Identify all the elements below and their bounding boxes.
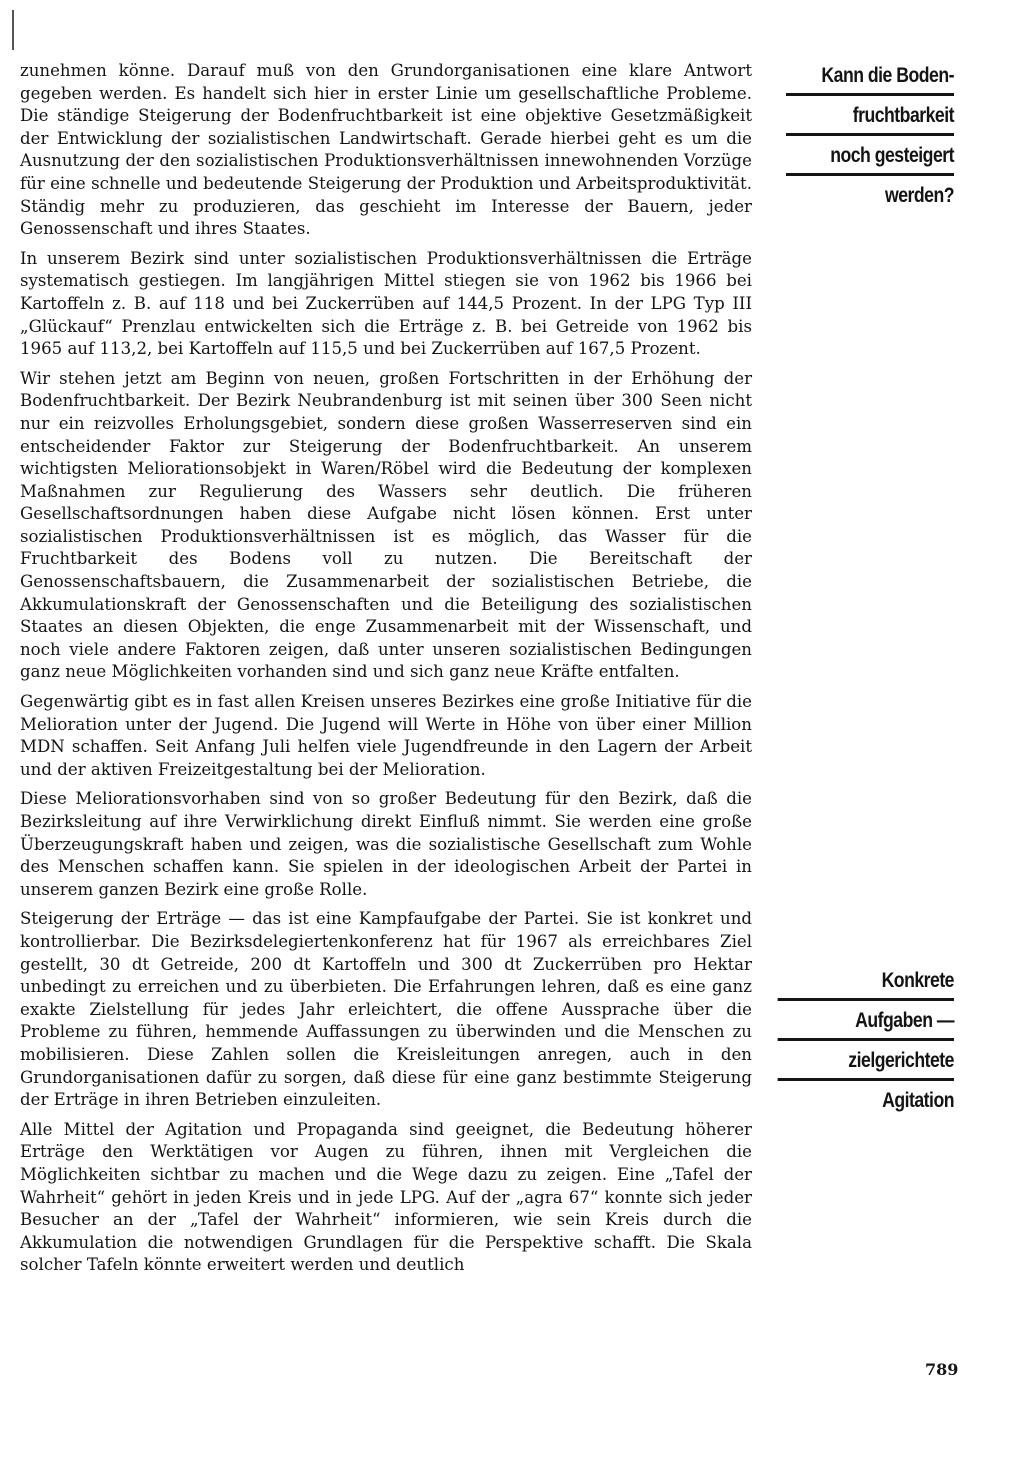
paragraph: Diese Meliorationsvorhaben sind von so großer Bedeutung für den Bezirk, daß die Bezirksleitung auf ihre Verwirklichung direkt Einfluß nimmt. Sie werden eine große Überzeugungskraft haben und zeigen, was die sozialistische Gesellschaft zum Wohle des Menschen schaffen kann. Sie spielen in der ideologischen Arbeit der Partei in unserem ganzen Bezirk eine große Rolle. [20,789,752,899]
heading-line: Konkrete [778,967,954,1001]
margin-heading-bodenfruchtbarkeit [786,62,954,219]
paragraph: Steigerung der Erträge — das ist eine Kampfaufgabe der Partei. Sie ist konkret und kontrollierbar. Die Bezirksdelegiertenkonferenz hat für 1967 als erreichbares Ziel gestellt, 30 dt Getreide, 200 dt Kartoffeln und 300 dt Zuckerrüben pro Hektar unbedingt zu erreichen und zu überbieten. Die Erfahrungen lehren, daß es eine ganz exakte Zielstellung für jedes Jahr erleichtert, die offene Aussprache über die Probleme zu führen, hemmende Auffassungen zu überwinden und die Menschen zu mobilisieren. Diese Zahlen sollen die Kreisleitungen anregen, auch in den Grundorganisationen dafür zu sorgen, daß diese für eine ganz bestimmte Steigerung der Erträge in ihren Betrieben einzuleiten. [20,909,752,1110]
heading-line: Aufgaben — [778,1007,954,1041]
body-text [20,60,752,1284]
heading-line: Agitation [882,1089,954,1112]
heading-line: fruchtbarkeit [786,102,954,136]
paragraph: Alle Mittel der Agitation und Propaganda sind geeignet, die Bedeutung höherer Erträge den Werktätigen vor Augen zu führen, ihnen mit Vergleichen die Möglichkeiten sichtbar zu machen und die Wege dazu zu zeigen. Eine „Tafel der Wahrheit“ gehört in jeden Kreis und in jede LPG. Auf der „agra 67“ konnte sich jeder Besucher an der „Tafel der Wahrheit“ informieren, wie sein Kreis durch die Akkumulation die notwendigen Grundlagen für die Perspektive schafft. Die Skala solcher Tafeln könnte erweitert werden und deutlich [20,1119,752,1275]
paragraph: Gegenwärtig gibt es in fast allen Kreisen unseres Bezirkes eine große Initiative für die Melioration unter der Jugend. Die Jugend will Werte in Höhe von über einer Million MDN schaffen. Seit Anfang Juli helfen viele Jugendfreunde in den Lagern der Arbeit und der aktiven Freizeitgestaltung bei der Melioration. [20,692,752,779]
heading-line: noch gesteigert [786,142,954,176]
heading-line: werden? [884,184,954,207]
paragraph: Wir stehen jetzt am Beginn von neuen, großen Fortschritten in der Erhöhung der Bodenfruchtbarkeit. Der Bezirk Neubrandenburg ist mit seinen über 300 Seen nicht nur ein reizvolles Erholungsgebiet, sondern diese großen Wasserreserven sind ein entscheidender Faktor zur Steigerung der Bodenfruchtbarkeit. An unserem wichtigsten Meliorationsobjekt in Waren/Röbel wird die Bedeutung der komplexen Maßnahmen zur Regulierung des Wassers sehr deutlich. Die früheren Gesellschaftsordnungen haben diese Aufgabe nicht lösen können. Erst unter sozialistischen Produktionsverhältnissen ist es möglich, das Wasser für die Fruchtbarkeit des Bodens voll zu nutzen. Die Bereitschaft der Genossenschaftsbauern, die Zusammenarbeit der sozialistischen Betriebe, die Akkumulationskraft der Genossenschaften und die Beteiligung des sozialistischen Staates an diesen Objekten, die enge Zusammenarbeit mit der Wissenschaft, und noch viele andere Faktoren zeigen, daß unter unseren sozialistischen Bedingungen ganz neue Möglichkeiten vorhanden sind und sich ganz neue Kräfte entfalten. [20,368,752,682]
paragraph: zunehmen könne. Darauf muß von den Grundorganisationen eine klare Antwort gegeben werden. Es handelt sich hier in erster Linie um gesellschaftliche Probleme. Die ständige Steigerung der Bodenfruchtbarkeit ist eine objektive Gesetzmäßigkeit der Entwicklung der sozialistischen Landwirtschaft. Gerade hierbei geht es um die Ausnutzung der den sozialistischen Produktionsverhältnissen innewohnenden Vorzüge für eine schnelle und bedeutende Steigerung der Produktion und Arbeitsproduktivität. Ständig mehr zu produzieren, das geschieht im Interesse der Bauern, jeder Genossenschaft und ihres Staates. [20,61,752,239]
heading-line: zielgerichtete [778,1047,954,1081]
paragraph: In unserem Bezirk sind unter sozialistischen Produktionsverhältnissen die Erträge systematisch gestiegen. Im langjährigen Mittel stiegen sie von 1962 bis 1966 bei Kartoffeln z. B. auf 118 und bei Zuckerrüben auf 144,5 Prozent. In der LPG Typ III „Glückauf“ Prenzlau entwickelten sich die Erträge z. B. bei Getreide von 1962 bis 1965 auf 113,2, bei Kartoffeln auf 115,5 und bei Zuckerrüben auf 167,5 Prozent. [20,248,752,359]
scan-edge-mark [12,10,14,50]
heading-line: Kann die Boden- [786,62,954,96]
margin-heading-konkrete-aufgaben [778,967,954,1124]
page-number: 789 [925,1360,959,1379]
